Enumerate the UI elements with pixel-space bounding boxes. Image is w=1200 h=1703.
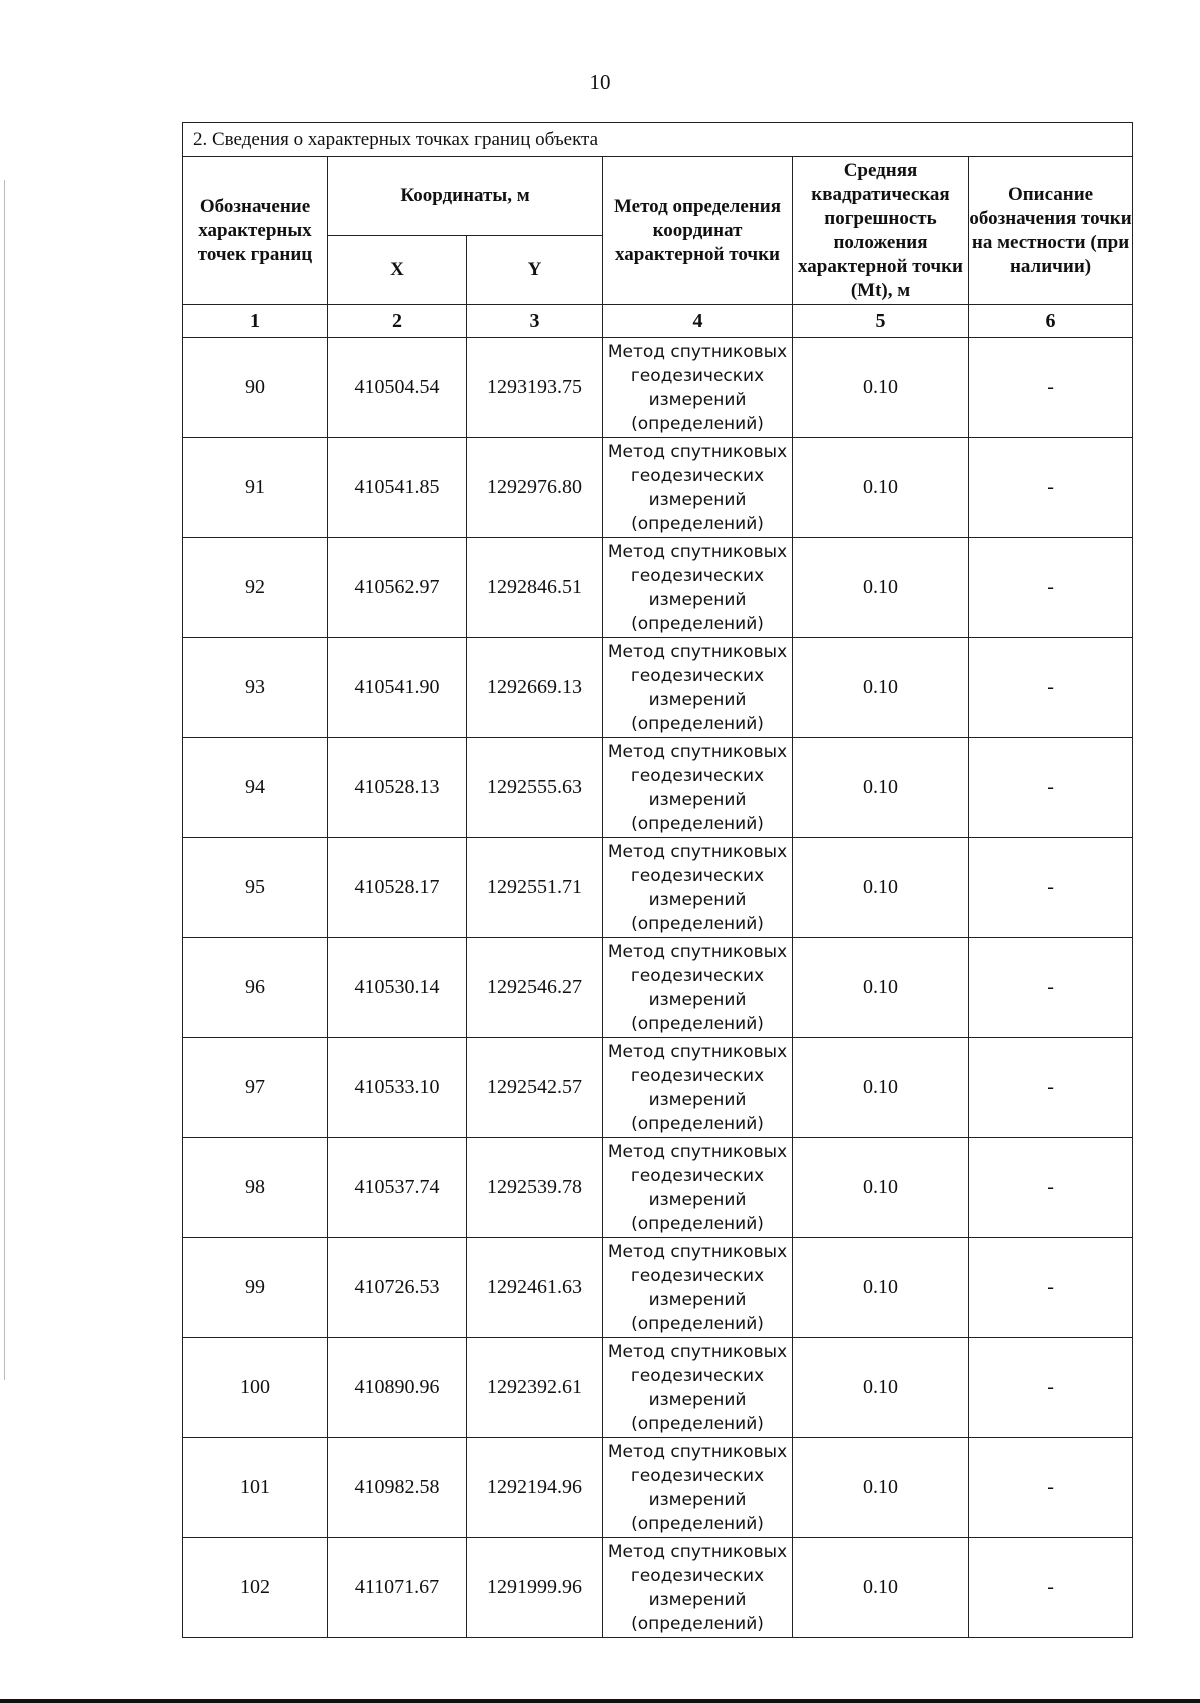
mt-value: 0.10 bbox=[793, 1038, 969, 1138]
header-mean-square-error: Средняя квадратическая погрешность положения характерной точки (Mt), м bbox=[793, 157, 969, 305]
header-y: Y bbox=[467, 236, 603, 305]
coord-y: 1293193.75 bbox=[467, 338, 603, 438]
header-x: X bbox=[328, 236, 467, 305]
coord-x: 410541.90 bbox=[328, 638, 467, 738]
coord-y: 1292555.63 bbox=[467, 738, 603, 838]
description: - bbox=[969, 1138, 1133, 1238]
mt-value: 0.10 bbox=[793, 938, 969, 1038]
method: Метод спутниковых геодезических измерений (определений) bbox=[603, 938, 793, 1038]
coord-x: 410528.13 bbox=[328, 738, 467, 838]
description: - bbox=[969, 938, 1133, 1038]
coord-x: 410528.17 bbox=[328, 838, 467, 938]
mt-value: 0.10 bbox=[793, 638, 969, 738]
description: - bbox=[969, 1438, 1133, 1538]
coord-y: 1292976.80 bbox=[467, 438, 603, 538]
column-number: 4 bbox=[603, 305, 793, 338]
scan-edge-mark bbox=[4, 180, 5, 1380]
table-row bbox=[183, 438, 1133, 538]
point-id: 98 bbox=[183, 1138, 328, 1238]
point-id: 93 bbox=[183, 638, 328, 738]
scan-bottom-edge bbox=[0, 1699, 1200, 1703]
point-id: 101 bbox=[183, 1438, 328, 1538]
table-row bbox=[183, 738, 1133, 838]
column-number: 2 bbox=[328, 305, 467, 338]
header-method: Метод определения координат характерной точки bbox=[603, 157, 793, 305]
point-id: 99 bbox=[183, 1238, 328, 1338]
method: Метод спутниковых геодезических измерений (определений) bbox=[603, 738, 793, 838]
mt-value: 0.10 bbox=[793, 838, 969, 938]
coord-x: 410541.85 bbox=[328, 438, 467, 538]
coord-x: 410890.96 bbox=[328, 1338, 467, 1438]
coord-x: 410562.97 bbox=[328, 538, 467, 638]
coord-y: 1292846.51 bbox=[467, 538, 603, 638]
table-row bbox=[183, 1138, 1133, 1238]
header-description: Описание обозначения точки на местности (при наличии) bbox=[969, 157, 1133, 305]
coord-y: 1292669.13 bbox=[467, 638, 603, 738]
coord-x: 410537.74 bbox=[328, 1138, 467, 1238]
table-row bbox=[183, 538, 1133, 638]
mt-value: 0.10 bbox=[793, 438, 969, 538]
column-number: 5 bbox=[793, 305, 969, 338]
header-point-designation: Обозначение характерных точек границ bbox=[183, 157, 328, 305]
table-row bbox=[183, 938, 1133, 1038]
mt-value: 0.10 bbox=[793, 1538, 969, 1638]
table-row bbox=[183, 1338, 1133, 1438]
page-number: 10 bbox=[589, 70, 611, 94]
point-id: 95 bbox=[183, 838, 328, 938]
method: Метод спутниковых геодезических измерений (определений) bbox=[603, 438, 793, 538]
point-id: 91 bbox=[183, 438, 328, 538]
method: Метод спутниковых геодезических измерений (определений) bbox=[603, 1238, 793, 1338]
point-id: 90 bbox=[183, 338, 328, 438]
description: - bbox=[969, 838, 1133, 938]
point-id: 94 bbox=[183, 738, 328, 838]
header-coordinates: Координаты, м bbox=[328, 157, 603, 236]
coord-y: 1292551.71 bbox=[467, 838, 603, 938]
coord-y: 1292539.78 bbox=[467, 1138, 603, 1238]
coord-x: 410530.14 bbox=[328, 938, 467, 1038]
description: - bbox=[969, 438, 1133, 538]
description: - bbox=[969, 1238, 1133, 1338]
point-id: 92 bbox=[183, 538, 328, 638]
point-id: 97 bbox=[183, 1038, 328, 1138]
description: - bbox=[969, 1338, 1133, 1438]
table-row bbox=[183, 1438, 1133, 1538]
coord-y: 1292392.61 bbox=[467, 1338, 603, 1438]
mt-value: 0.10 bbox=[793, 1338, 969, 1438]
description: - bbox=[969, 738, 1133, 838]
table-row bbox=[183, 1538, 1133, 1638]
method: Метод спутниковых геодезических измерений (определений) bbox=[603, 1138, 793, 1238]
description: - bbox=[969, 1038, 1133, 1138]
table-row bbox=[183, 1038, 1133, 1138]
point-id: 96 bbox=[183, 938, 328, 1038]
coord-x: 410533.10 bbox=[328, 1038, 467, 1138]
description: - bbox=[969, 338, 1133, 438]
boundary-points-table bbox=[182, 122, 1133, 1638]
table-row bbox=[183, 1238, 1133, 1338]
coord-y: 1292542.57 bbox=[467, 1038, 603, 1138]
column-number: 1 bbox=[183, 305, 328, 338]
mt-value: 0.10 bbox=[793, 538, 969, 638]
coord-y: 1291999.96 bbox=[467, 1538, 603, 1638]
method: Метод спутниковых геодезических измерений (определений) bbox=[603, 1438, 793, 1538]
coord-y: 1292194.96 bbox=[467, 1438, 603, 1538]
mt-value: 0.10 bbox=[793, 338, 969, 438]
coord-x: 410982.58 bbox=[328, 1438, 467, 1538]
column-number: 3 bbox=[467, 305, 603, 338]
coord-x: 410504.54 bbox=[328, 338, 467, 438]
table-row bbox=[183, 638, 1133, 738]
description: - bbox=[969, 538, 1133, 638]
mt-value: 0.10 bbox=[793, 738, 969, 838]
column-number: 6 bbox=[969, 305, 1133, 338]
description: - bbox=[969, 1538, 1133, 1638]
mt-value: 0.10 bbox=[793, 1138, 969, 1238]
point-id: 102 bbox=[183, 1538, 328, 1638]
method: Метод спутниковых геодезических измерений (определений) bbox=[603, 338, 793, 438]
method: Метод спутниковых геодезических измерений (определений) bbox=[603, 538, 793, 638]
method: Метод спутниковых геодезических измерений (определений) bbox=[603, 838, 793, 938]
table-row bbox=[183, 838, 1133, 938]
table-row bbox=[183, 338, 1133, 438]
mt-value: 0.10 bbox=[793, 1238, 969, 1338]
method: Метод спутниковых геодезических измерений (определений) bbox=[603, 638, 793, 738]
description: - bbox=[969, 638, 1133, 738]
coord-y: 1292546.27 bbox=[467, 938, 603, 1038]
point-id: 100 bbox=[183, 1338, 328, 1438]
section-title: 2. Сведения о характерных точках границ объекта bbox=[183, 123, 1133, 157]
coord-y: 1292461.63 bbox=[467, 1238, 603, 1338]
coord-x: 411071.67 bbox=[328, 1538, 467, 1638]
method: Метод спутниковых геодезических измерений (определений) bbox=[603, 1538, 793, 1638]
coord-x: 410726.53 bbox=[328, 1238, 467, 1338]
method: Метод спутниковых геодезических измерений (определений) bbox=[603, 1038, 793, 1138]
method: Метод спутниковых геодезических измерений (определений) bbox=[603, 1338, 793, 1438]
mt-value: 0.10 bbox=[793, 1438, 969, 1538]
